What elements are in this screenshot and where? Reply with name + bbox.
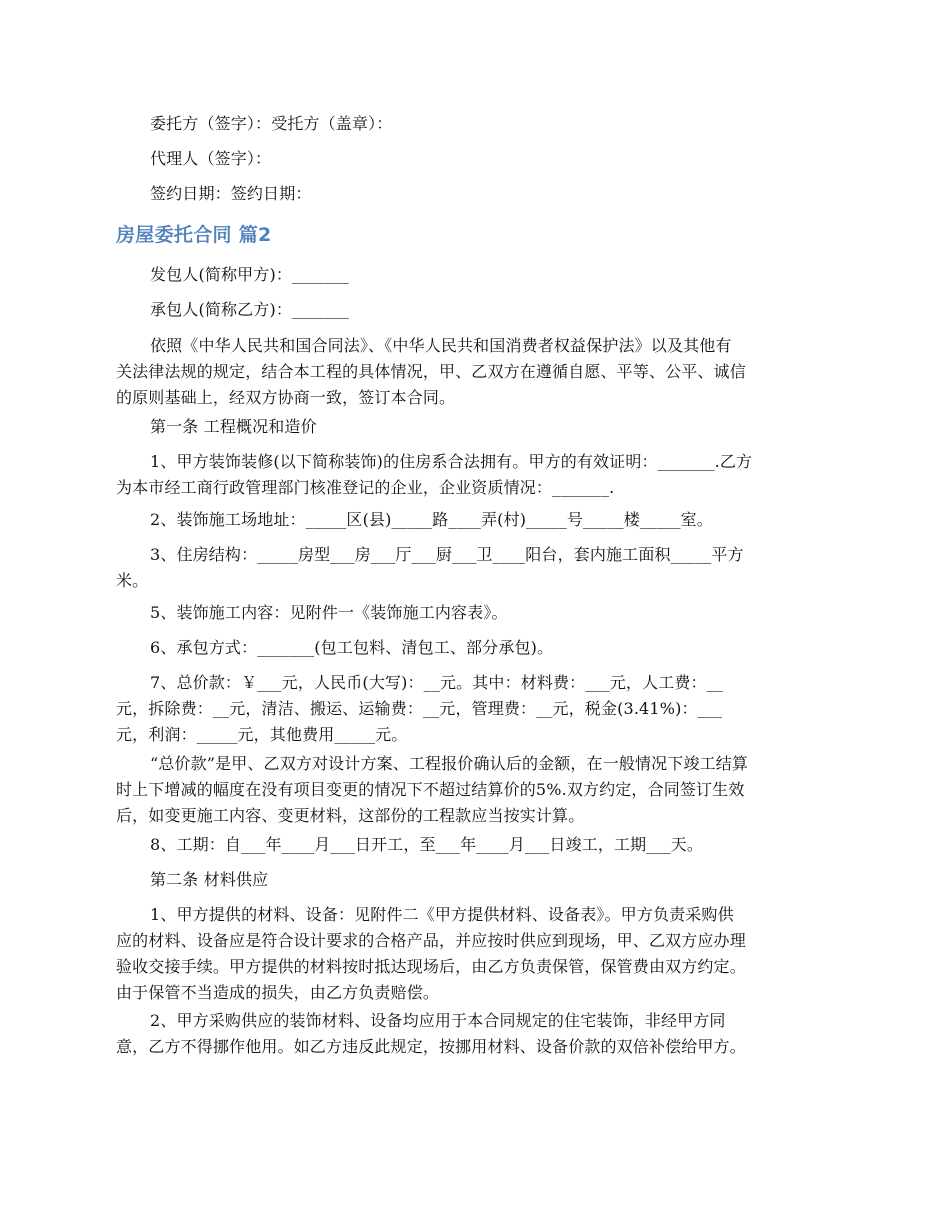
employer-line: 发包人(简称甲方)：_______ (150, 265, 350, 284)
section-heading: 房屋委托合同 篇2 (116, 224, 272, 246)
article1-item7-line: 元，利润：_____元，其他费用_____元。 (116, 725, 408, 744)
article2-item2 (116, 1008, 842, 1060)
article1-item1 (116, 449, 842, 501)
intro-paragraph (116, 333, 842, 411)
article1-item5: 5、装饰施工内容：见附件一《装饰施工内容表》。 (150, 603, 508, 622)
article2-item1-line: 应的材料、设备应是符合设计要求的合格产品，并应按时供应到现场，甲、乙双方应办理 (116, 931, 746, 950)
article1-item1-line: 为本市经工商行政管理部门核准登记的企业，企业资质情况：_______. (116, 478, 615, 497)
article1-item3-line: 3、住房结构：_____房型___房___厅___厨___卫____阳台，套内施工面积_____平方 (150, 545, 744, 564)
article1-item2: 2、装饰施工场地址：_____区(县)_____路____弄(村)_____号_____楼_____室。 (150, 510, 713, 529)
article2-title: 第二条 材料供应 (150, 870, 269, 889)
article1-item3-line: 米。 (116, 571, 149, 590)
signature-line-parties: 委托方（签字）：受托方（盖章）： (150, 114, 393, 133)
article2-item1-line: 验收交接手续。甲方提供的材料按时抵达现场后，由乙方负责保管，保管费由双方约定。 (116, 957, 746, 976)
article1-item6: 6、承包方式：_______(包工包料、清包工、部分承包)。 (150, 638, 554, 657)
article2-item1-line: 由于保管不当造成的损失，由乙方负责赔偿。 (116, 983, 440, 1002)
article1-title: 第一条 工程概况和造价 (150, 417, 317, 436)
intro-line: 的原则基础上，经双方协商一致，签订本合同。 (116, 388, 456, 407)
total-price-note-line: “总价款”是甲、乙双方对设计方案、工程报价确认后的金额，在一般情况下竣工结算 (150, 754, 749, 773)
article1-item1-line: 1、甲方装饰装修(以下简称装饰)的住房系合法拥有。甲方的有效证明：_______.乙方 (150, 452, 753, 471)
article1-item8: 8、工期：自___年____月___日开工，至___年____月___日竣工，工期___天。 (150, 835, 704, 854)
total-price-note (116, 751, 842, 829)
total-price-note-line: 后，如变更施工内容、变更材料，这部份的工程款应当按实计算。 (116, 806, 585, 825)
contractor-line: 承包人(简称乙方)：_______ (150, 300, 350, 319)
article1-item7-line: 元，拆除费：__元，清洁、搬运、运输费：__元，管理费：__元，税金(3.41%)：___ (116, 699, 723, 718)
article1-item7-line: 7、总价款：￥___元，人民币(大写)：__元。其中：材料费：___元，人工费：__ (150, 673, 723, 692)
article1-item3 (116, 542, 842, 594)
article2-item2-line: 意，乙方不得挪作他用。如乙方违反此规定，按挪用材料、设备价款的双倍补偿给甲方。 (116, 1037, 746, 1056)
intro-line: 关法律法规的规定，结合本工程的具体情况，甲、乙双方在遵循自愿、平等、公平、诚信 (116, 362, 746, 381)
article2-item1-line: 1、甲方提供的材料、设备：见附件二《甲方提供材料、设备表》。甲方负责采购供 (150, 905, 734, 924)
article2-item1 (116, 902, 842, 1006)
signature-line-date: 签约日期：签约日期： (150, 184, 312, 203)
signature-line-agent: 代理人（签字）： (150, 149, 272, 168)
intro-line: 依照《中华人民共和国合同法》、《中华人民共和国消费者权益保护法》以及其他有 (150, 336, 732, 355)
total-price-note-line: 时上下增减的幅度在没有项目变更的情况下不超过结算价的5%.双方约定，合同签订生效 (116, 780, 745, 799)
article1-item7 (116, 670, 842, 748)
article2-item2-line: 2、甲方采购供应的装饰材料、设备均应用于本合同规定的住宅装饰，非经甲方同 (150, 1011, 726, 1030)
